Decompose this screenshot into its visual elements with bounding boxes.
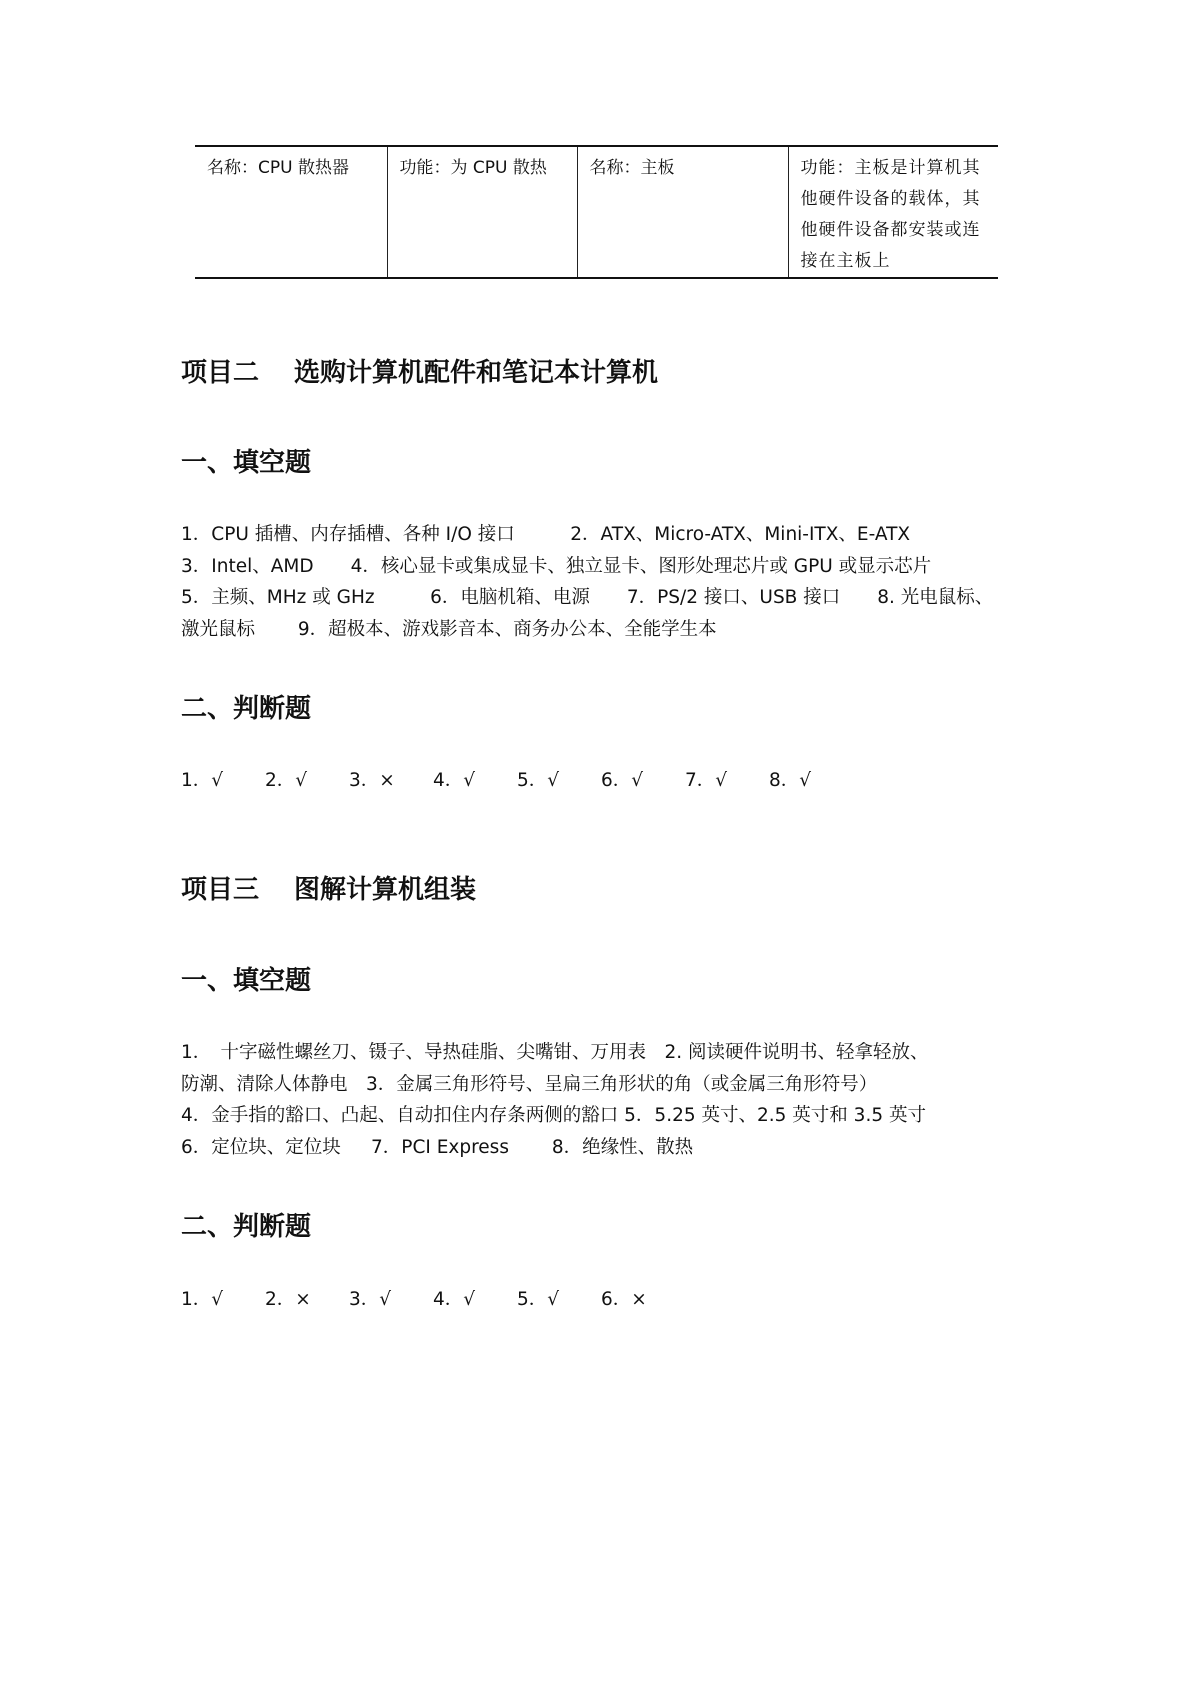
cell-text: 他硬件设备都安装或连 [800,220,981,240]
judge-answer: 1．√ [181,1289,224,1310]
answer-line: 4．金手指的豁口、凸起、自动扣住内存条两侧的豁口 5．5.25 英寸、2.5 英寸和 3.5 英寸 [181,1105,926,1126]
cell-text: 名称：CPU 散热器 [207,158,349,178]
judge-answer: 6．√ [601,770,644,791]
cell-text: 他硬件设备的载体，其 [800,189,981,209]
project3-title: 项目三 图解计算机组装 [181,875,477,905]
answer-line: 6．定位块、定位块 7．PCI Express 8．绝缘性、散热 [181,1136,694,1158]
judge-answer: 3．× [349,770,395,791]
judge-answer: 1．√ [181,770,224,791]
answer-line: 防潮、清除人体静电 3．金属三角形符号、呈扁三角形状的角（或金属三角形符号） [181,1073,878,1095]
project2-title: 项目二 选购计算机配件和笔记本计算机 [181,358,659,388]
project2-fill-title: 一、填空题 [181,448,312,478]
hardware-table [195,145,998,279]
cell-text: 接在主板上 [800,251,891,271]
cell-text: 功能：为 CPU 散热 [399,158,547,178]
table-row [195,146,998,278]
answer-line: 5．主频、MHz 或 GHz 6．电脑机箱、电源 7．PS/2 接口、USB 接口 8. 光电鼠标、 [181,587,994,608]
project3-fill-title: 一、填空题 [181,966,312,996]
answer-line: 3．Intel、AMD 4．核心显卡或集成显卡、独立显卡、图形处理芯片或 GPU 或显示芯片 [181,555,932,577]
judge-answer: 2．× [265,1289,311,1310]
answer-line: 1．CPU 插槽、内存插槽、各种 I/O 接口 2．ATX、Micro-ATX、Mini-ITX、E-ATX [181,524,911,545]
judge-answer: 4．√ [433,770,476,791]
project3-judge-answers [181,1285,685,1311]
project2-judge-title: 二、判断题 [181,694,312,724]
answer-line: 激光鼠标 9．超极本、游戏影音本、商务办公本、全能学生本 [181,618,717,640]
judge-answer: 6．× [601,1289,647,1310]
project2-judge-answers [181,766,853,792]
answer-line: 1． 十字磁性螺丝刀、镊子、导热硅脂、尖嘴钳、万用表 2. 阅读硬件说明书、轻拿轻放、 [181,1042,929,1063]
judge-answer: 3．√ [349,1289,392,1310]
project3-judge-title: 二、判断题 [181,1212,312,1242]
judge-answer: 8．√ [769,770,812,791]
table-cell-name-motherboard [577,146,788,278]
cell-text: 功能：主板是计算机其 [800,158,981,178]
judge-answer: 5．√ [517,770,560,791]
judge-answer: 5．√ [517,1289,560,1310]
cell-text: 名称：主板 [589,158,675,178]
project2-fill-answers [181,519,1021,645]
judge-answer: 7．√ [685,770,728,791]
table-cell-function-cooler [387,146,577,278]
project3-fill-answers [181,1037,1021,1163]
table-cell-function-motherboard [788,146,998,278]
judge-answer: 4．√ [433,1289,476,1310]
table-cell-name-cooler [195,146,387,278]
judge-answer: 2．√ [265,770,308,791]
